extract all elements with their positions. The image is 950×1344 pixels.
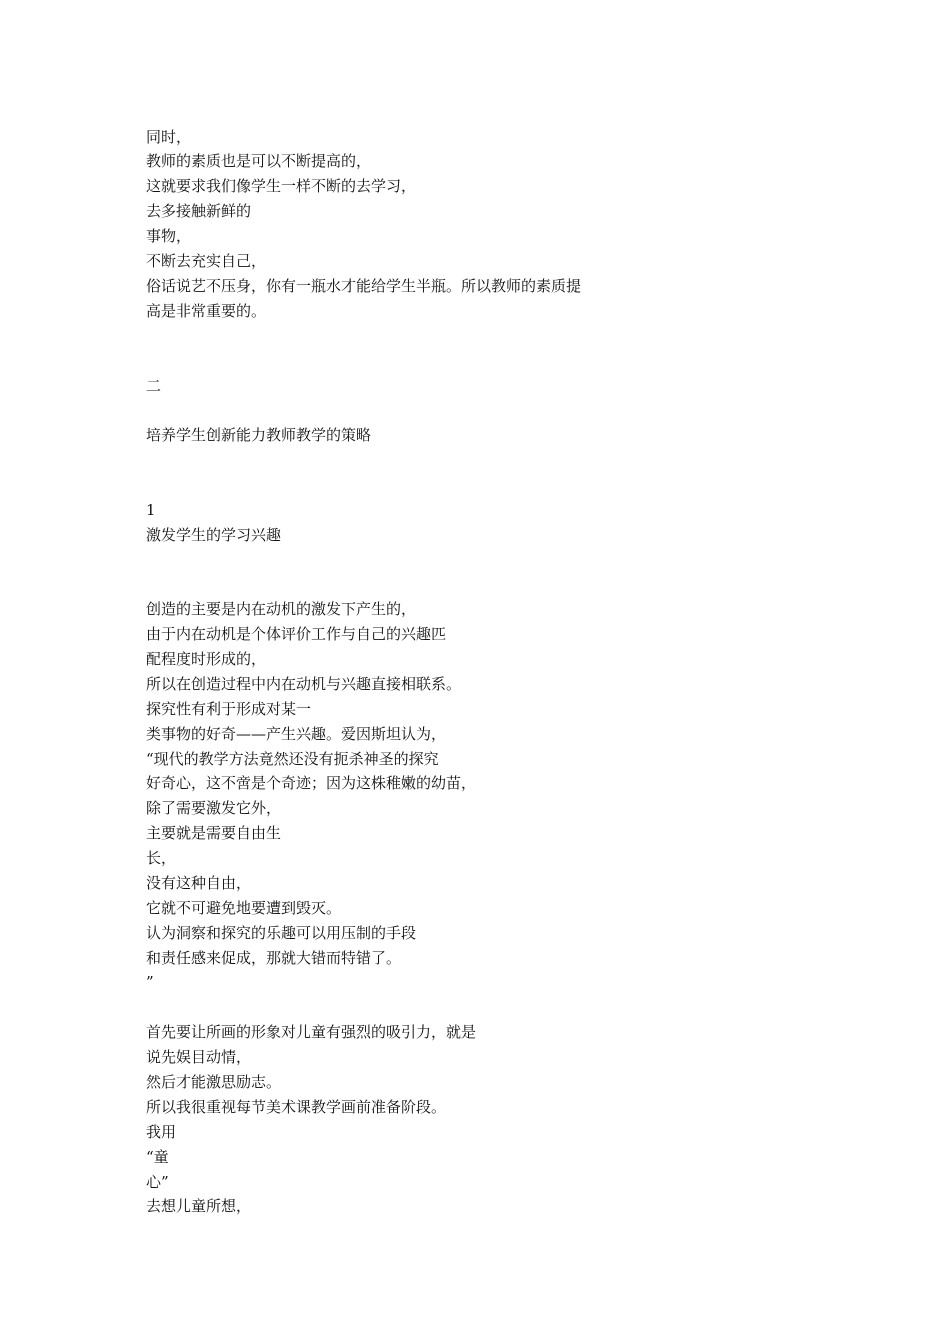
text-line: 长， xyxy=(146,849,177,867)
text-line: 认为洞察和探究的乐趣可以用压制的手段 xyxy=(146,924,417,942)
text-line: 这就要求我们像学生一样不断的去学习， xyxy=(146,177,417,195)
text-line: 它就不可避免地要遭到毁灭。 xyxy=(146,899,342,917)
text-line: 探究性有利于形成对某一 xyxy=(146,700,312,718)
text-line: 首先要让所画的形象对儿童有强烈的吸引力，就是 xyxy=(146,1023,477,1041)
text-line: 类事物的好奇——产生兴趣。爱因斯坦认为， xyxy=(146,725,447,743)
text-line: 去想儿童所想， xyxy=(146,1197,252,1215)
text-line: 心” xyxy=(146,1173,169,1191)
text-line: 除了需要激发它外， xyxy=(146,799,282,817)
text-line: 没有这种自由， xyxy=(146,874,252,892)
text-line: 不断去充实自己， xyxy=(146,252,267,270)
text-line: 所以我很重视每节美术课教学画前准备阶段。 xyxy=(146,1098,447,1116)
text-line: 主要就是需要自由生 xyxy=(146,824,282,842)
text-line: 高是非常重要的。 xyxy=(146,302,267,320)
text-line: 事物， xyxy=(146,227,192,245)
text-line: “现代的教学方法竟然还没有扼杀神圣的探究 xyxy=(146,750,439,768)
text-line: 教师的素质也是可以不断提高的， xyxy=(146,152,372,170)
text-line: 创造的主要是内在动机的激发下产生的， xyxy=(146,600,417,618)
text-line: 说先娱目动情， xyxy=(146,1048,252,1066)
text-line: “童 xyxy=(146,1148,169,1166)
text-line: 由于内在动机是个体评价工作与自己的兴趣匹 xyxy=(146,625,447,643)
section-heading: 培养学生创新能力教师教学的策略 xyxy=(146,426,372,444)
text-line: 俗话说艺不压身，你有一瓶水才能给学生半瓶。所以教师的素质提 xyxy=(146,277,582,295)
text-line: ” xyxy=(146,973,154,991)
text-line: 我用 xyxy=(146,1123,177,1141)
text-line: 去多接触新鲜的 xyxy=(146,202,252,220)
section-number: 二 xyxy=(146,377,162,395)
text-line: 和责任感来促成，那就大错而特错了。 xyxy=(146,949,402,967)
subsection-heading: 激发学生的学习兴趣 xyxy=(146,526,282,544)
subsection-number: 1 xyxy=(146,501,156,519)
text-line: 所以在创造过程中内在动机与兴趣直接相联系。 xyxy=(146,675,462,693)
text-line: 然后才能激思励志。 xyxy=(146,1073,282,1091)
text-line: 配程度时形成的， xyxy=(146,650,267,668)
text-line: 好奇心，这不啻是个奇迹；因为这株稚嫩的幼苗， xyxy=(146,774,477,792)
text-line: 同时， xyxy=(146,128,192,146)
